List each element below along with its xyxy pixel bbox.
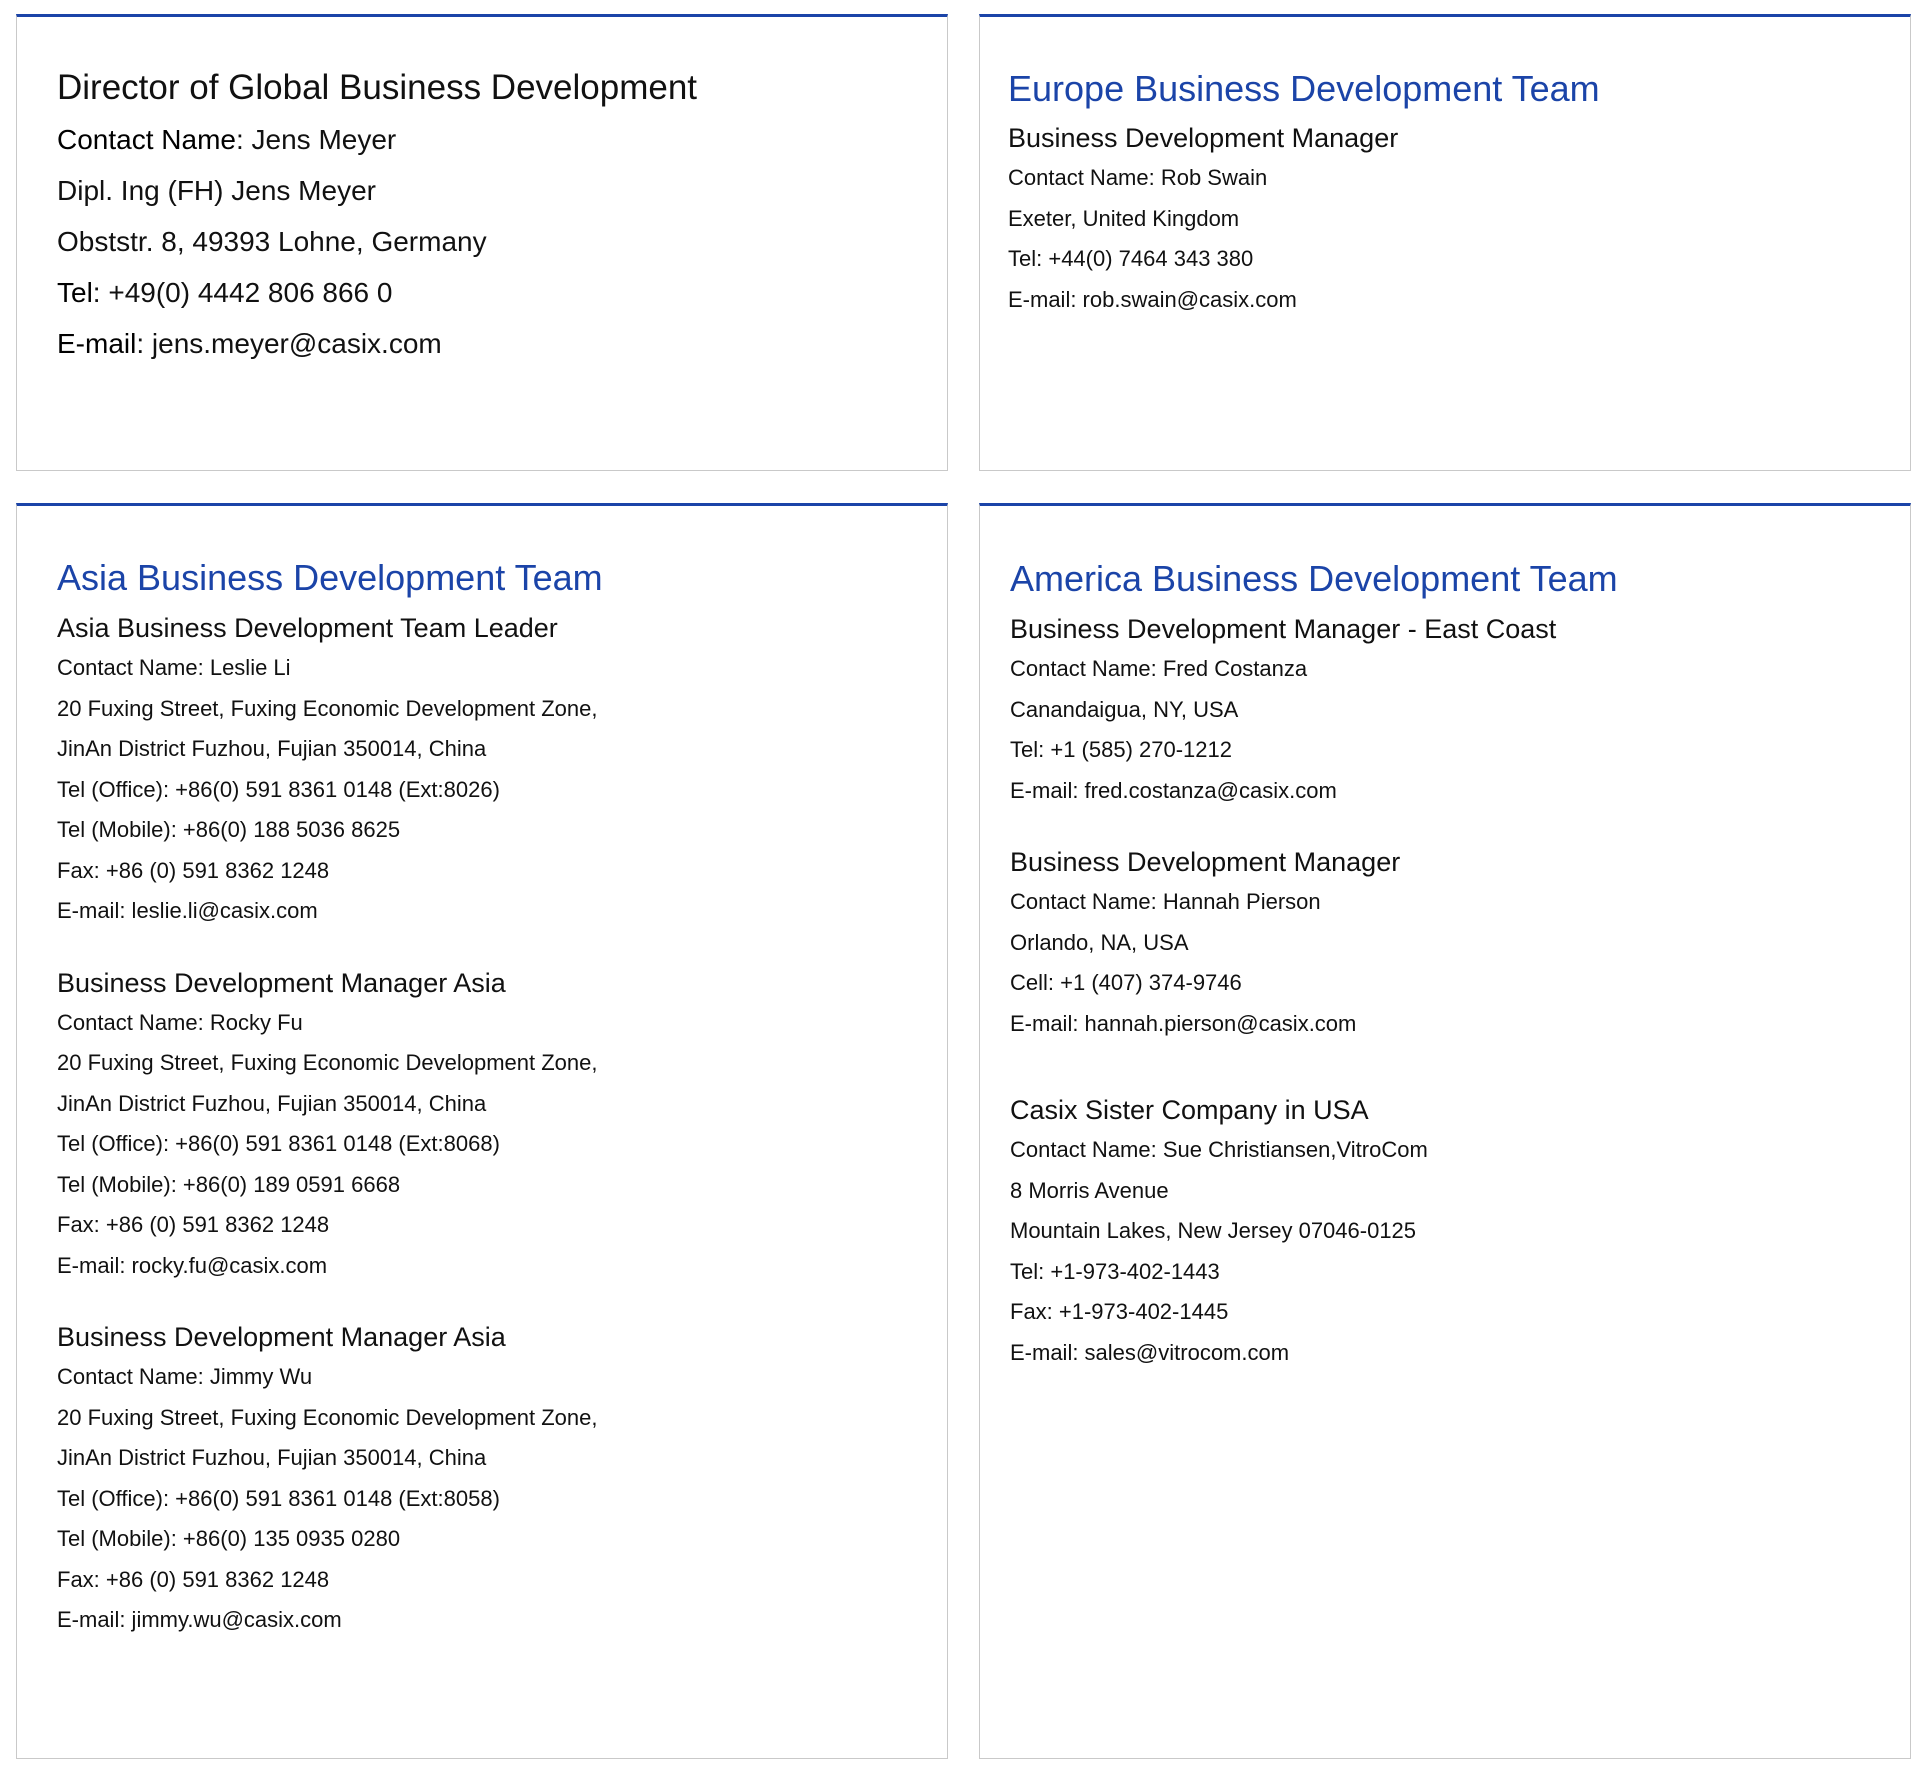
contact-line: E-mail: rob.swain@casix.com <box>1008 286 1297 312</box>
contact-line: E-mail: fred.costanza@casix.com <box>1010 777 1337 803</box>
contact-line: Contact Name: Jimmy Wu <box>57 1364 313 1389</box>
contact-line: Tel (Mobile): +86(0) 188 5036 8625 <box>57 817 401 842</box>
asia-contact-lines <box>57 1003 927 1287</box>
contact-line: Tel (Office): +86(0) 591 8361 0148 (Ext:8068) <box>57 1131 500 1156</box>
contact-line: 20 Fuxing Street, Fuxing Economic Development Zone, <box>57 1404 598 1430</box>
contact-line: E-mail: sales@vitrocom.com <box>1010 1339 1290 1365</box>
america-contact-lines <box>1010 1130 1890 1373</box>
contact-line: JinAn District Fuzhou, Fujian 350014, China <box>57 736 487 761</box>
europe-team-card <box>979 14 1911 471</box>
asia-contact-role: Business Development Manager Asia <box>57 967 506 998</box>
america-contact-lines <box>1010 882 1890 1044</box>
america-team-card <box>979 503 1911 1759</box>
contact-line: Fax: +86 (0) 591 8362 1248 <box>57 857 330 883</box>
europe-contact-role: Business Development Manager <box>1008 123 1399 153</box>
asia-contact-block-2 <box>57 966 927 1287</box>
contact-line: Fax: +86 (0) 591 8362 1248 <box>57 1566 330 1592</box>
contact-line: E-mail: rocky.fu@casix.com <box>57 1252 328 1278</box>
director-tel: Tel: +49(0) 4442 806 866 0 <box>57 277 393 308</box>
contact-line: 20 Fuxing Street, Fuxing Economic Development Zone, <box>57 1050 598 1075</box>
europe-contact-block <box>1008 121 1890 320</box>
contact-line: Tel (Mobile): +86(0) 135 0935 0280 <box>57 1526 401 1551</box>
asia-contact-role: Business Development Manager Asia <box>57 1322 506 1352</box>
america-contact-role: Business Development Manager - East Coast <box>1010 614 1557 644</box>
contact-line: Tel: +44(0) 7464 343 380 <box>1008 246 1254 271</box>
contact-line: Contact Name: Leslie Li <box>57 655 291 680</box>
asia-card-content <box>57 506 927 1641</box>
contact-line: 8 Morris Avenue <box>1010 1177 1169 1203</box>
contact-line: Cell: +1 (407) 374-9746 <box>1010 970 1242 995</box>
contact-line: Canandaigua, NY, USA <box>1010 696 1239 722</box>
america-team-title: America Business Development Team <box>1010 558 1618 599</box>
asia-team-card <box>16 503 948 1759</box>
contact-line: JinAn District Fuzhou, Fujian 350014, China <box>57 1090 487 1116</box>
america-contact-block-2 <box>1010 845 1890 1044</box>
europe-contact-lines <box>1008 158 1890 320</box>
contact-line: Mountain Lakes, New Jersey 07046-0125 <box>1010 1218 1417 1243</box>
director-contact-name: Contact Name: Jens Meyer <box>57 124 397 155</box>
contact-line: Fax: +86 (0) 591 8362 1248 <box>57 1212 330 1237</box>
director-title: Director of Global Business Development <box>57 68 698 107</box>
contact-line: Contact Name: Rob Swain <box>1008 165 1268 190</box>
director-email: E-mail: jens.meyer@casix.com <box>57 328 442 359</box>
contact-line: E-mail: jimmy.wu@casix.com <box>57 1607 342 1632</box>
america-contact-block-3 <box>1010 1093 1890 1373</box>
contact-line: 20 Fuxing Street, Fuxing Economic Development Zone, <box>57 695 598 721</box>
asia-contact-role: Asia Business Development Team Leader <box>57 613 558 643</box>
america-contact-role: Casix Sister Company in USA <box>1010 1095 1369 1125</box>
director-card-content <box>57 17 927 369</box>
america-contact-lines <box>1010 649 1890 811</box>
director-address: Obststr. 8, 49393 Lohne, Germany <box>57 226 487 257</box>
contact-line: JinAn District Fuzhou, Fujian 350014, China <box>57 1445 487 1470</box>
contact-line: Orlando, NA, USA <box>1010 929 1189 955</box>
contact-line: Tel: +1-973-402-1443 <box>1010 1258 1220 1284</box>
contact-line: Contact Name: Hannah Pierson <box>1010 889 1321 914</box>
contact-line: Fax: +1-973-402-1445 <box>1010 1299 1229 1324</box>
america-contact-role: Business Development Manager <box>1010 847 1401 877</box>
contact-line: E-mail: hannah.pierson@casix.com <box>1010 1010 1357 1036</box>
asia-contact-block-1 <box>57 611 927 932</box>
contact-line: Contact Name: Fred Costanza <box>1010 656 1308 681</box>
europe-card-content <box>1008 17 1890 320</box>
contact-line: Exeter, United Kingdom <box>1008 205 1240 231</box>
asia-contact-block-3 <box>57 1320 927 1641</box>
contact-line: Tel (Mobile): +86(0) 189 0591 6668 <box>57 1171 401 1197</box>
contact-line: Contact Name: Sue Christiansen,VitroCom <box>1010 1137 1428 1162</box>
asia-team-title: Asia Business Development Team <box>57 557 603 598</box>
contact-line: E-mail: leslie.li@casix.com <box>57 898 318 923</box>
asia-contact-lines <box>57 648 927 932</box>
contact-line: Contact Name: Rocky Fu <box>57 1009 303 1035</box>
contact-line: Tel (Office): +86(0) 591 8361 0148 (Ext:8026) <box>57 776 500 802</box>
contact-line: Tel: +1 (585) 270-1212 <box>1010 737 1232 762</box>
europe-team-title: Europe Business Development Team <box>1008 68 1600 109</box>
america-card-content <box>1010 506 1890 1373</box>
director-full-name: Dipl. Ing (FH) Jens Meyer <box>57 175 376 206</box>
director-details <box>57 114 927 369</box>
asia-contact-lines <box>57 1357 927 1641</box>
director-card <box>16 14 948 471</box>
america-contact-block-1 <box>1010 612 1890 811</box>
contact-line: Tel (Office): +86(0) 591 8361 0148 (Ext:8058) <box>57 1485 500 1511</box>
